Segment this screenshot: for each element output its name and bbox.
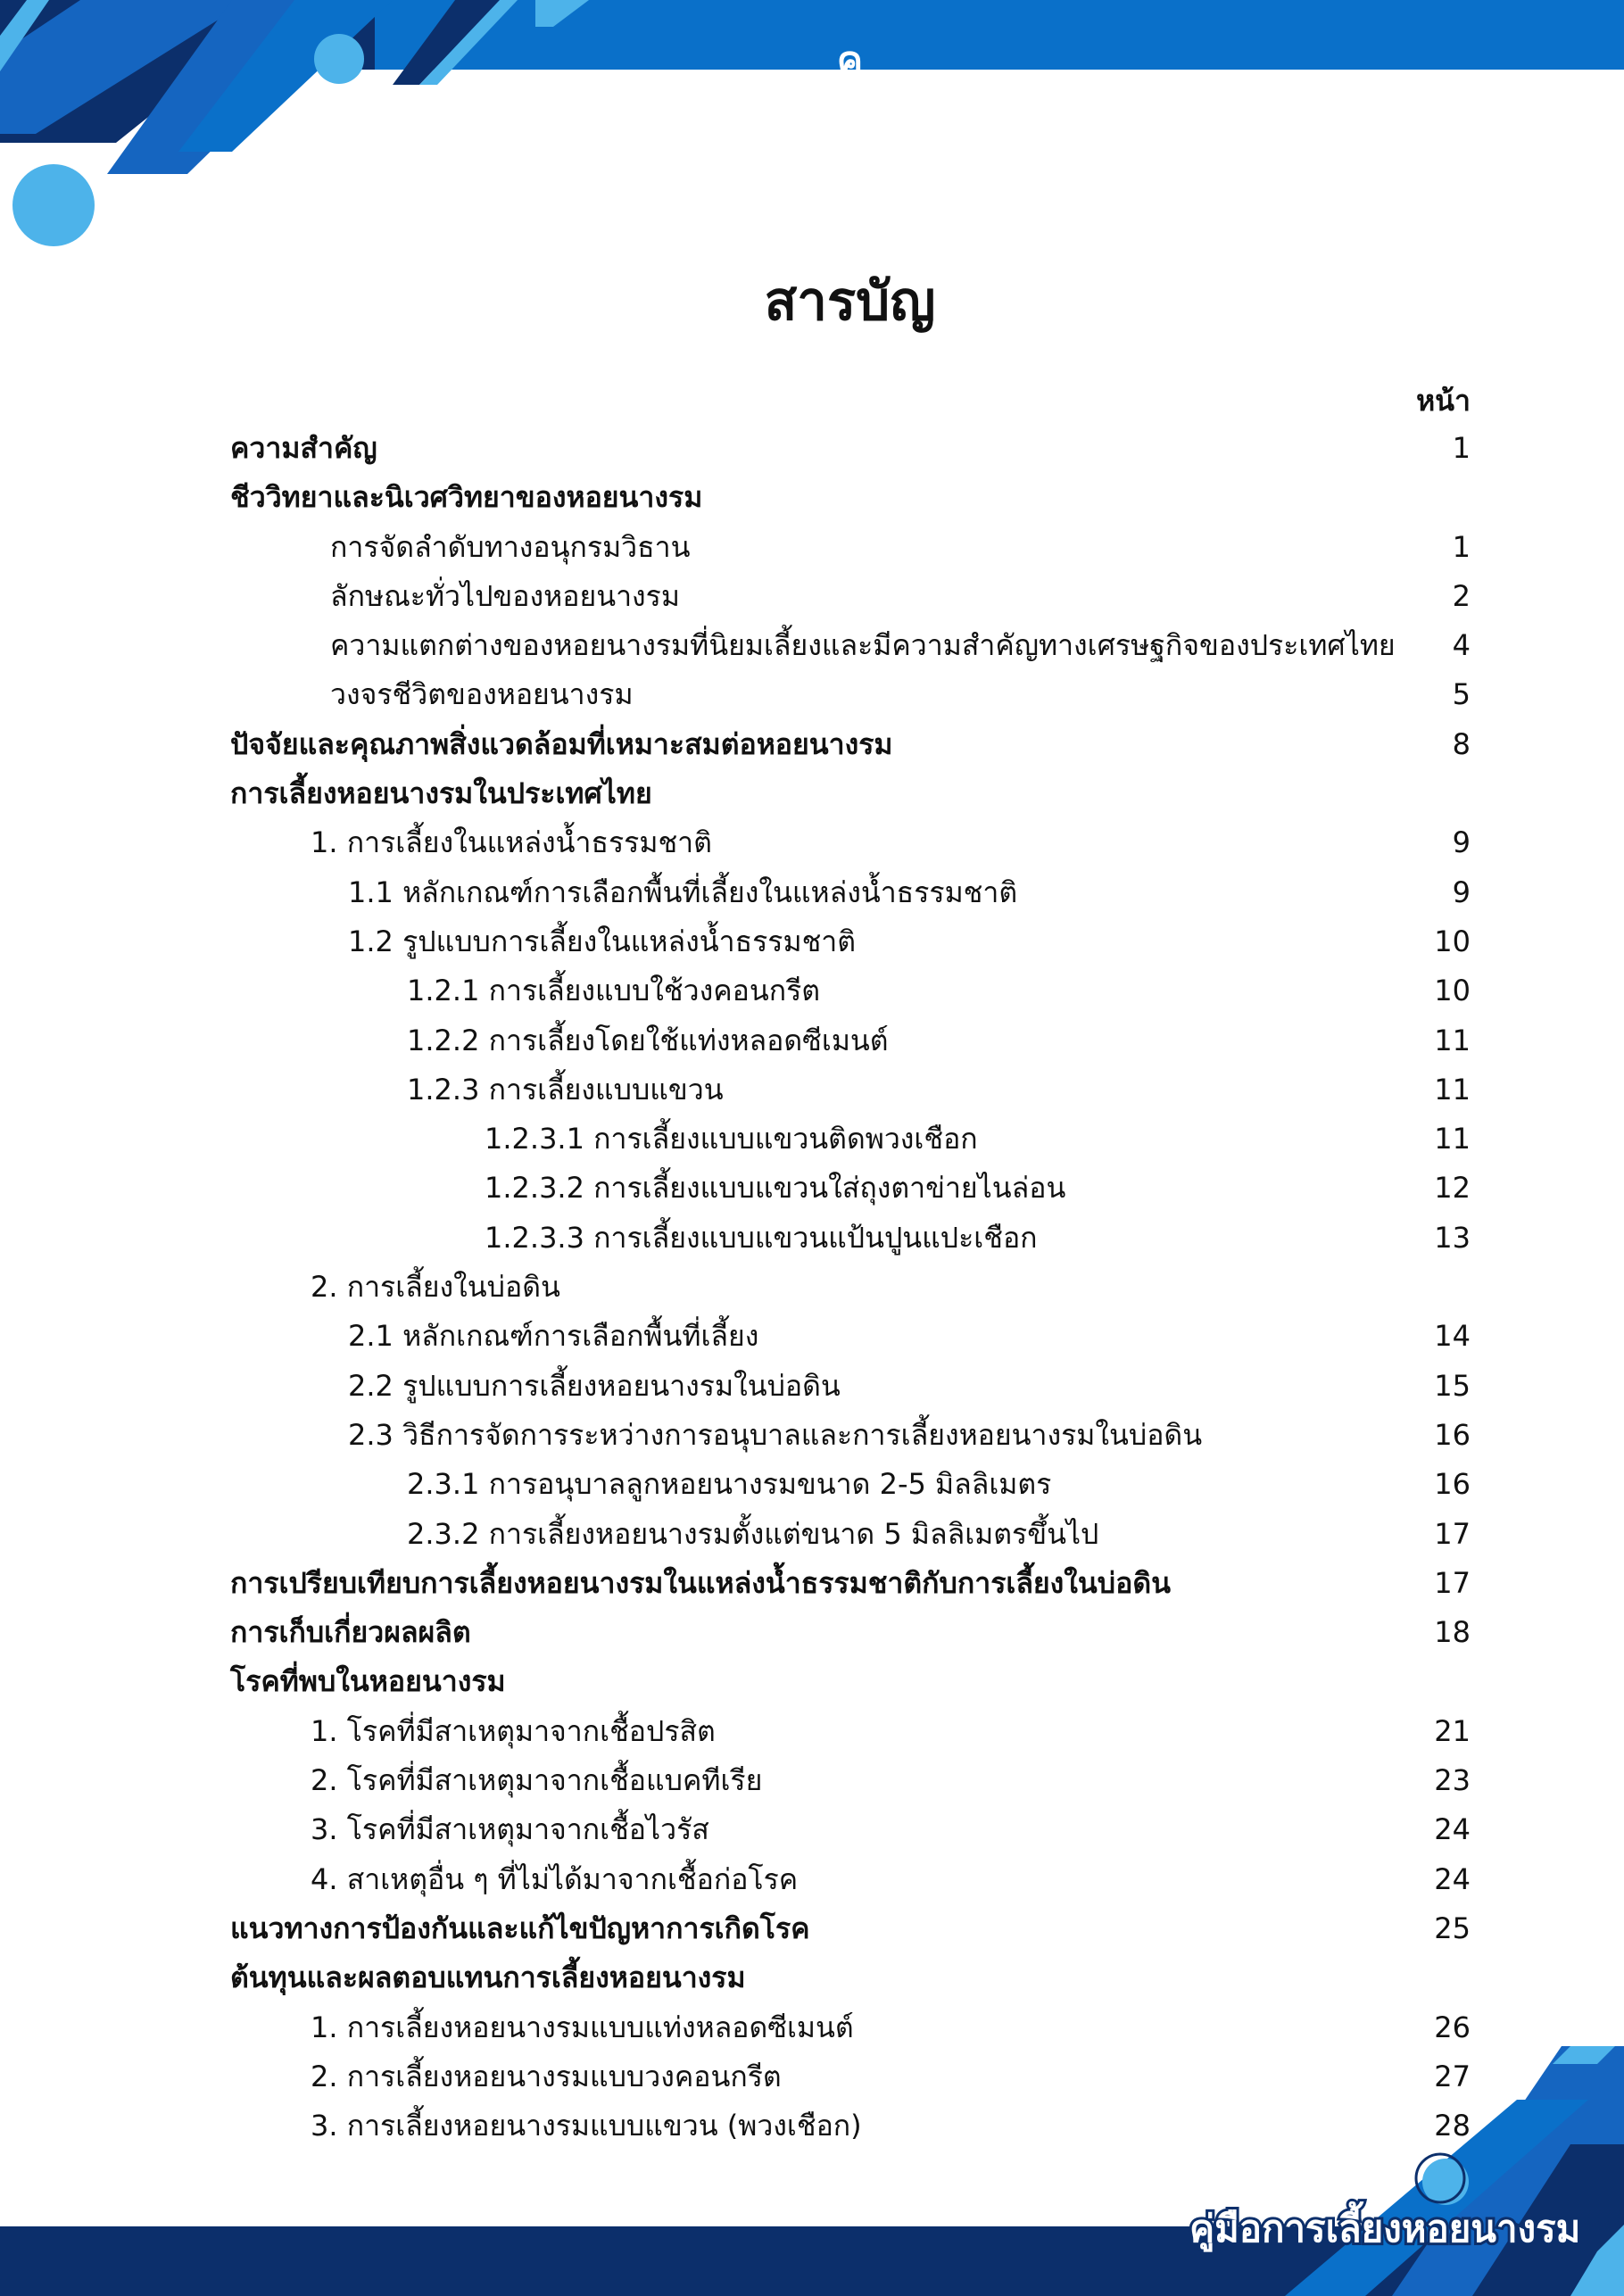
toc-entry-page: 16 <box>1434 1467 1471 1502</box>
toc-entry-page: 14 <box>1434 1319 1471 1354</box>
toc-entry-page: 9 <box>1452 825 1471 860</box>
toc-entry-text: วงจรชีวิตของหอยนางรม <box>330 677 634 712</box>
toc-entry-text: 3. โรคที่มีสาเหตุมาจากเชื้อไวรัส <box>311 1812 709 1847</box>
toc-entry-page: 8 <box>1452 726 1471 761</box>
toc-entry <box>230 1460 1471 1509</box>
toc-entry <box>230 917 1471 966</box>
toc-entry-text: การเก็บเกี่ยวผลผลิต <box>230 1615 471 1650</box>
page-title: สารบัญ <box>764 270 936 333</box>
toc-entry-page: 15 <box>1434 1368 1471 1403</box>
toc-entry <box>230 670 1471 719</box>
footer-title: คู่มือการเลี้ยงหอยนางรม <box>1189 2207 1581 2250</box>
toc-entry-text: การเปรียบเทียบการเลี้ยงหอยนางรมในแหล่งน้ำธรรมชาติกับการเลี้ยงในบ่อดิน <box>230 1565 1171 1600</box>
toc-entry-text: 4. สาเหตุอื่น ๆ ที่ไม่ได้มาจากเชื้อก่อโรค <box>311 1861 799 1896</box>
toc-entry-page: 5 <box>1452 677 1471 712</box>
table-of-contents <box>230 424 1471 2151</box>
toc-entry <box>230 424 1471 473</box>
toc-entry-page: 23 <box>1434 1763 1471 1798</box>
toc-entry <box>230 1657 1471 1706</box>
toc-entry <box>230 1411 1471 1460</box>
toc-entry-text: โรคที่พบในหอยนางรม <box>230 1664 506 1699</box>
toc-entry-page: 11 <box>1434 1023 1471 1057</box>
toc-entry <box>230 818 1471 867</box>
toc-entry <box>230 1855 1471 1904</box>
toc-entry-text: 1. การเลี้ยงหอยนางรมแบบแท่งหลอดซีเมนต์ <box>311 2010 854 2044</box>
toc-entry-text: ความแตกต่างของหอยนางรมที่นิยมเลี้ยงและมีความสำคัญทางเศรษฐกิจของประเทศไทย <box>330 628 1396 663</box>
toc-entry-text: 1. การเลี้ยงในแหล่งน้ำธรรมชาติ <box>311 825 712 860</box>
toc-entry-text: 1.2.3.3 การเลี้ยงแบบแขวนแป้นปูนแปะเชือก <box>485 1220 1038 1255</box>
toc-entry-text: 1.1 หลักเกณฑ์การเลือกพื้นที่เลี้ยงในแหล่งน้ำธรรมชาติ <box>348 874 1018 909</box>
toc-entry-page: 28 <box>1434 2109 1471 2143</box>
toc-entry-text: 2.3 วิธีการจัดการระหว่างการอนุบาลและการเลี้ยงหอยนางรมในบ่อดิน <box>348 1417 1203 1452</box>
toc-entry-page: 11 <box>1434 1072 1471 1107</box>
toc-entry-text: 1.2.3.2 การเลี้ยงแบบแขวนใส่ถุงตาข่ายไนล่อน <box>485 1171 1066 1206</box>
toc-entry <box>230 1115 1471 1164</box>
toc-entry-page: 4 <box>1452 628 1471 663</box>
toc-entry-text: ลักษณะทั่วไปของหอยนางรม <box>330 578 680 613</box>
toc-entry-page: 24 <box>1434 1861 1471 1896</box>
toc-entry-page: 17 <box>1434 1565 1471 1600</box>
toc-entry <box>230 1065 1471 1115</box>
toc-entry-text: 1.2.1 การเลี้ยงแบบใช้วงคอนกรีต <box>407 974 821 1008</box>
toc-entry-page: 21 <box>1434 1713 1471 1748</box>
toc-entry-text: 1.2 รูปแบบการเลี้ยงในแหล่งน้ำธรรมชาติ <box>348 924 857 958</box>
toc-entry-text: ต้นทุนและผลตอบแทนการเลี้ยงหอยนางรม <box>230 1960 746 1995</box>
toc-entry <box>230 523 1471 572</box>
toc-entry-page: 9 <box>1452 874 1471 909</box>
toc-entry <box>230 1707 1471 1756</box>
toc-entry-page: 1 <box>1452 431 1471 465</box>
toc-entry-text: การจัดลำดับทางอนุกรมวิธาน <box>330 529 691 564</box>
toc-entry-page: 25 <box>1434 1911 1471 1945</box>
toc-entry <box>230 1214 1471 1263</box>
toc-entry <box>230 572 1471 621</box>
toc-entry <box>230 1362 1471 1411</box>
toc-entry <box>230 1510 1471 1559</box>
toc-entry-text: 3. การเลี้ยงหอยนางรมแบบแขวน (พวงเชือก) <box>311 2109 862 2143</box>
toc-entry-text: ปัจจัยและคุณภาพสิ่งแวดล้อมที่เหมาะสมต่อหอยนางรม <box>230 726 893 761</box>
toc-entry-page: 10 <box>1434 974 1471 1008</box>
toc-entry <box>230 1559 1471 1608</box>
toc-entry-page: 13 <box>1434 1220 1471 1255</box>
page-number: ค <box>836 38 864 84</box>
toc-entry <box>230 720 1471 769</box>
toc-entry-text: 1.2.3 การเลี้ยงแบบแขวน <box>407 1072 724 1107</box>
toc-entry <box>230 1805 1471 1854</box>
toc-entry-text: 2.3.2 การเลี้ยงหอยนางรมตั้งแต่ขนาด 5 มิลลิเมตรขึ้นไป <box>407 1516 1099 1551</box>
toc-entry-text: แนวทางการป้องกันและแก้ไขปัญหาการเกิดโรค <box>230 1911 810 1945</box>
toc-entry <box>230 769 1471 818</box>
toc-entry-text: การเลี้ยงหอยนางรมในประเทศไทย <box>230 776 652 811</box>
toc-entry <box>230 1263 1471 1312</box>
toc-entry-text: 2. การเลี้ยงหอยนางรมแบบวงคอนกรีต <box>311 2059 782 2093</box>
toc-entry-page: 2 <box>1452 578 1471 613</box>
toc-entry-page: 26 <box>1434 2010 1471 2044</box>
toc-entry-page: 1 <box>1452 529 1471 564</box>
toc-entry <box>230 1164 1471 1213</box>
page-column-header: หน้า <box>1416 384 1471 418</box>
toc-entry <box>230 621 1471 670</box>
toc-entry <box>230 1608 1471 1657</box>
toc-entry-text: ความสำคัญ <box>230 431 377 465</box>
toc-entry-text: 1. โรคที่มีสาเหตุมาจากเชื้อปรสิต <box>311 1713 716 1748</box>
toc-entry-page: 12 <box>1434 1171 1471 1206</box>
toc-entry <box>230 1016 1471 1065</box>
toc-entry-text: 1.2.2 การเลี้ยงโดยใช้แท่งหลอดซีเมนต์ <box>407 1023 889 1057</box>
toc-entry-page: 10 <box>1434 924 1471 958</box>
toc-entry-text: 2.1 หลักเกณฑ์การเลือกพื้นที่เลี้ยง <box>348 1319 759 1354</box>
toc-entry-page: 17 <box>1434 1516 1471 1551</box>
toc-entry <box>230 966 1471 1015</box>
toc-entry-text: 1.2.3.1 การเลี้ยงแบบแขวนติดพวงเชือก <box>485 1122 978 1156</box>
toc-entry-page: 24 <box>1434 1812 1471 1847</box>
toc-entry <box>230 1312 1471 1361</box>
toc-entry-page: 16 <box>1434 1417 1471 1452</box>
toc-entry <box>230 1756 1471 1805</box>
toc-entry-text: 2.3.1 การอนุบาลลูกหอยนางรมขนาด 2-5 มิลลิเมตร <box>407 1467 1052 1502</box>
toc-entry-text: ชีววิทยาและนิเวศวิทยาของหอยนางรม <box>230 480 703 515</box>
toc-entry-page: 27 <box>1434 2059 1471 2093</box>
toc-entry <box>230 868 1471 917</box>
header-decoration <box>0 0 1624 250</box>
toc-entry-text: 2. การเลี้ยงในบ่อดิน <box>311 1270 560 1305</box>
toc-entry-text: 2. โรคที่มีสาเหตุมาจากเชื้อแบคทีเรีย <box>311 1763 763 1798</box>
toc-entry-page: 18 <box>1434 1615 1471 1650</box>
toc-entry-text: 2.2 รูปแบบการเลี้ยงหอยนางรมในบ่อดิน <box>348 1368 841 1403</box>
toc-entry <box>230 473 1471 522</box>
toc-entry-page: 11 <box>1434 1122 1471 1156</box>
